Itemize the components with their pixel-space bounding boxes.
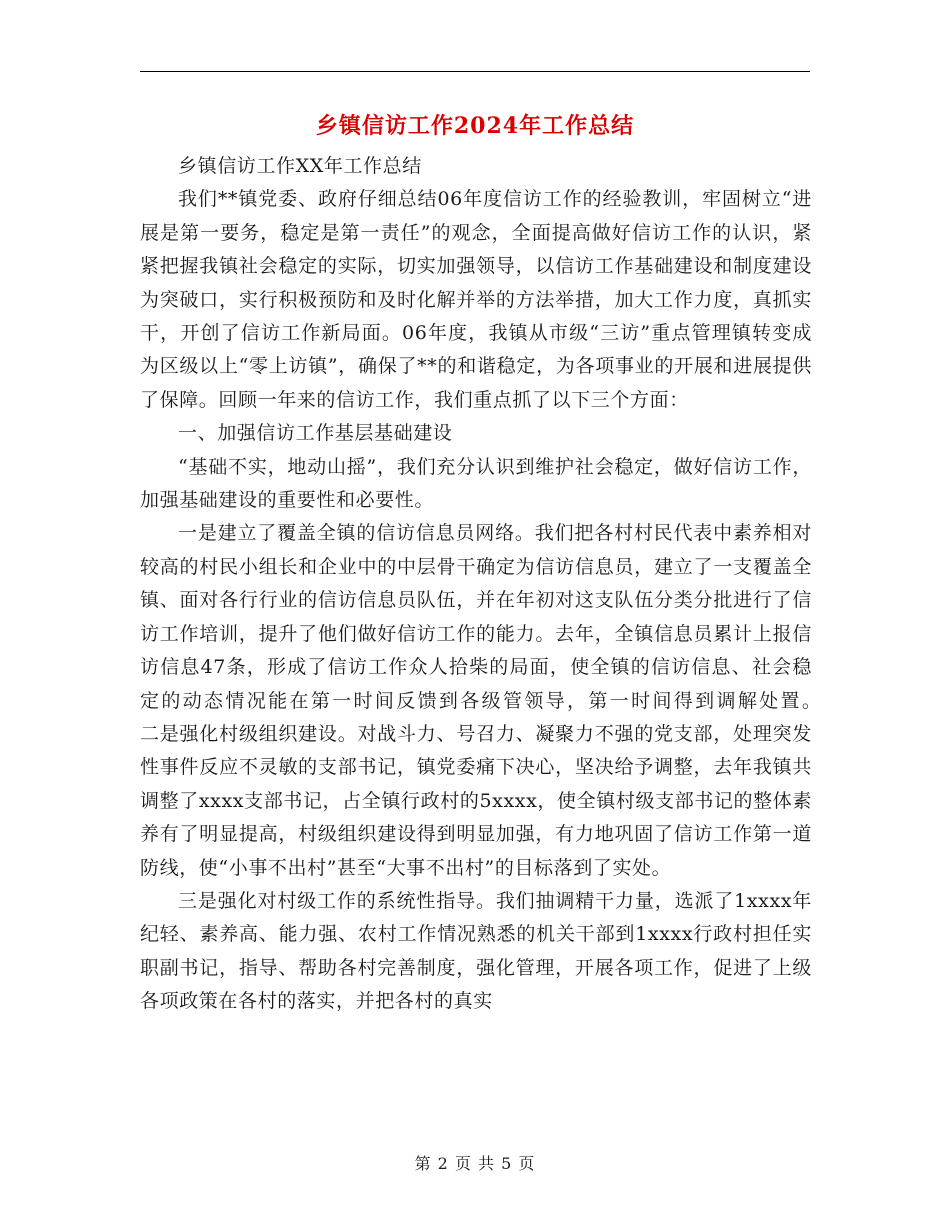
- page-number: 第 2 页 共 5 页: [414, 1154, 536, 1173]
- intro-paragraph: 我们**镇党委、政府仔细总结06年度信访工作的经验教训，牢固树立“进展是第一要务，稳定是第一责任”的观念，全面提高做好信访工作的认识，紧紧把握我镇社会稳定的实际，切实加强领导，以信访工作基础建设和制度建设为突破口，实行积极预防和及时化解并举的方法举措，加大工作力度，真抓实干，开创了信访工作新局面。06年度，我镇从市级“三访”重点管理镇转变成为区级以上“零上访镇”，确保了**的和谐稳定，为各项事业的开展和进展提供了保障。回顾一年来的信访工作，我们重点抓了以下三个方面：: [140, 188, 812, 411]
- body-paragraph: “基础不实，地动山摇”，我们充分认识到维护社会稳定，做好信访工作，加强基础建设的重要性和必要性。: [140, 455, 812, 512]
- body-paragraph: 三是强化对村级工作的系统性指导。我们抽调精干力量，选派了1xxxx年纪轻、素养高、能力强、农村工作情况熟悉的机关干部到1xxxx行政村担任实职副书记，指导、帮助各村完善制度，强化管理，开展各项工作，促进了上级各项政策在各村的落实，并把各村的真实: [140, 889, 812, 1013]
- subtitle-paragraph: 乡镇信访工作XX年工作总结: [178, 155, 422, 177]
- header-rule: [140, 71, 810, 72]
- body-paragraph: 一是建立了覆盖全镇的信访信息员网络。我们把各村村民代表中素养相对较高的村民小组长和企业中的中层骨干确定为信访信息员，建立了一支覆盖全镇、面对各行行业的信访信息员队伍，并在年初对这支队伍分类分批进行了信访工作培训，提升了他们做好信访工作的能力。去年，全镇信息员累计上报信访信息47条，形成了信访工作众人拾柴的局面，使全镇的信访信息、社会稳定的动态情况能在第一时间反馈到各级管领导，第一时间得到调解处置。 二是强化村级组织建设。对战斗力、号召力、凝聚力不强的党支部，处理突发性事件反应不灵敏的支部书记，镇党委痛下决心，坚决给予调整，去年我镇共调整了xxxx支部书记，占全镇行政村的5xxxx，使全镇村级支部书记的整体素养有了明显提高，村级组织建设得到明显加强，有力地巩固了信访工作第一道防线，使“小事不出村”甚至“大事不出村”的目标落到了实处。: [140, 522, 891, 879]
- document-body: [140, 150, 891, 1019]
- section-heading-1: 一、加强信访工作基层基础建设: [178, 422, 453, 445]
- document-title: 乡镇信访工作2024年工作总结: [315, 113, 635, 139]
